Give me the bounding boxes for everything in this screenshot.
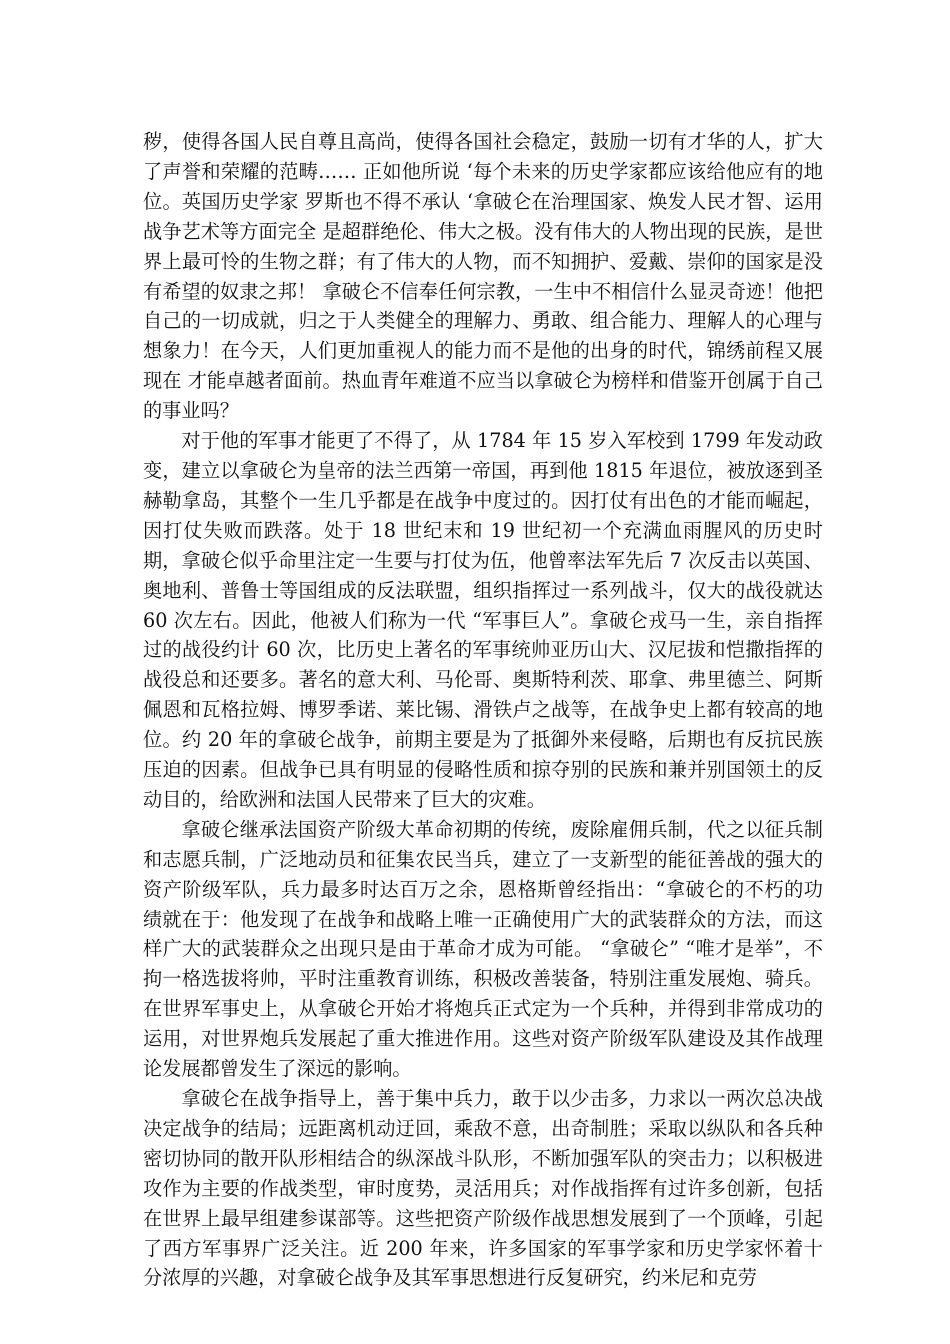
paragraph-3: 拿破仑继承法国资产阶级大革命初期的传统，废除雇佣兵制，代之以征兵制和志愿兵制，广泛地动员和征集农民当兵，建立了一支新型的能征善战的强大的资产阶级军队，兵力最多时达百万之余，恩格斯曾经指出：“拿破仑的不朽的功绩就在于：他发现了在战争和战略上唯一正确使用广大的武装群众的方法，而这样广大的武装群众之出现只是由于革命才成为可能。 “拿破仑” “唯才是举”，不拘一格选拔将帅，平时注重教育训练，积极改善装备，特别注重发展炮、骑兵。在世界军事史上，从拿破仑开始才将炮兵正式定为一个兵种，并得到非常成功的运用，对世界炮兵发展起了重大推进作用。这些对资产阶级军队建设及其作战理论发展都曾发生了深远的影响。 xyxy=(143,817,823,1081)
paragraph-1: 秽，使得各国人民自尊且高尚，使得各国社会稳定，鼓励一切有才华的人，扩大了声誉和荣耀的范畴…… 正如他所说 ‘每个未来的历史学家都应该给他应有的地位。英国历史学家 罗斯也不得不承认 ‘拿破仑在治理国家、焕发人民才智、运用战争艺术等方面完全 是超群绝伦、伟大之极。没有伟大的人物出现的民族，是世界上最可怜的生物之群；有了伟大的人物，而不知拥护、爱戴、崇仰的国家是没有希望的奴隶之邦！ 拿破仑不信奉任何宗教，一生中不相信什么显灵奇迹！他把自己的一切成就，归之于人类健全的理解力、勇敢、组合能力、理解人的心理与想象力！在今天，人们更加重视人的能力而不是他的出身的时代，锦绣前程又展现在 才能卓越者面前。热血青年难道不应当以拿破仑为榜样和借鉴开创属于自己的事业吗？ xyxy=(143,130,823,423)
paragraph-4: 拿破仑在战争指导上，善于集中兵力，敢于以少击多，力求以一两次总决战决定战争的结局；远距离机动迂回，乘敌不意，出奇制胜；采取以纵队和各兵种密切协同的散开队形相结合的纵深战斗队形，不断加强军队的突击力；以积极进攻作为主要的作战类型，审时度势，灵活用兵；对作战指挥有过许多创新，包括在世界上最早组建参谋部等。这些把资产阶级作战思想发展到了一个顶峰，引起了西方军事界广泛关注。近 200 年来，许多国家的军事学家和历史学家怀着十分浓厚的兴趣，对拿破仑战争及其军事思想进行反复研究，约米尼和克劳 xyxy=(143,1087,823,1290)
paragraph-2: 对于他的军事才能更了不得了，从 1784 年 15 岁入军校到 1799 年发动政变，建立以拿破仑为皇帝的法兰西第一帝国，再到他 1815 年退位，被放逐到圣赫勒拿岛，其整个一生几乎都是在战争中度过的。因打仗有出色的才能而崛起，因打仗失败而跌落。处于 18 世纪末和 19 世纪初一个充满血雨腥风的历史时期，拿破仑似乎命里注定一生要与打仗为伍，他曾率法军先后 7 次反击以英国、奥地利、普鲁士等国组成的反法联盟，组织指挥过一系列战斗，仅大的战役就达 60 次左右。因此，他被人们称为一代 “军事巨人”。拿破仑戎马一生，亲自指挥过的战役约计 60 次，比历史上著名的军事统帅亚历山大、汉尼拔和恺撒指挥的战役总和还要多。著名的意大利、马伦哥、奥斯特利茨、耶拿、弗里德兰、阿斯佩恩和瓦格拉姆、博罗季诺、莱比锡、滑铁卢之战等，在战争史上都有较高的地位。约 20 年的拿破仑战争，前期主要是为了抵御外来侵略，后期也有反抗民族压迫的因素。但战争已具有明显的侵略性质和掠夺别的民族和兼并别国领土的反动目的，给欧洲和法国人民带来了巨大的灾难。 xyxy=(143,429,823,811)
article-body xyxy=(143,127,823,1293)
